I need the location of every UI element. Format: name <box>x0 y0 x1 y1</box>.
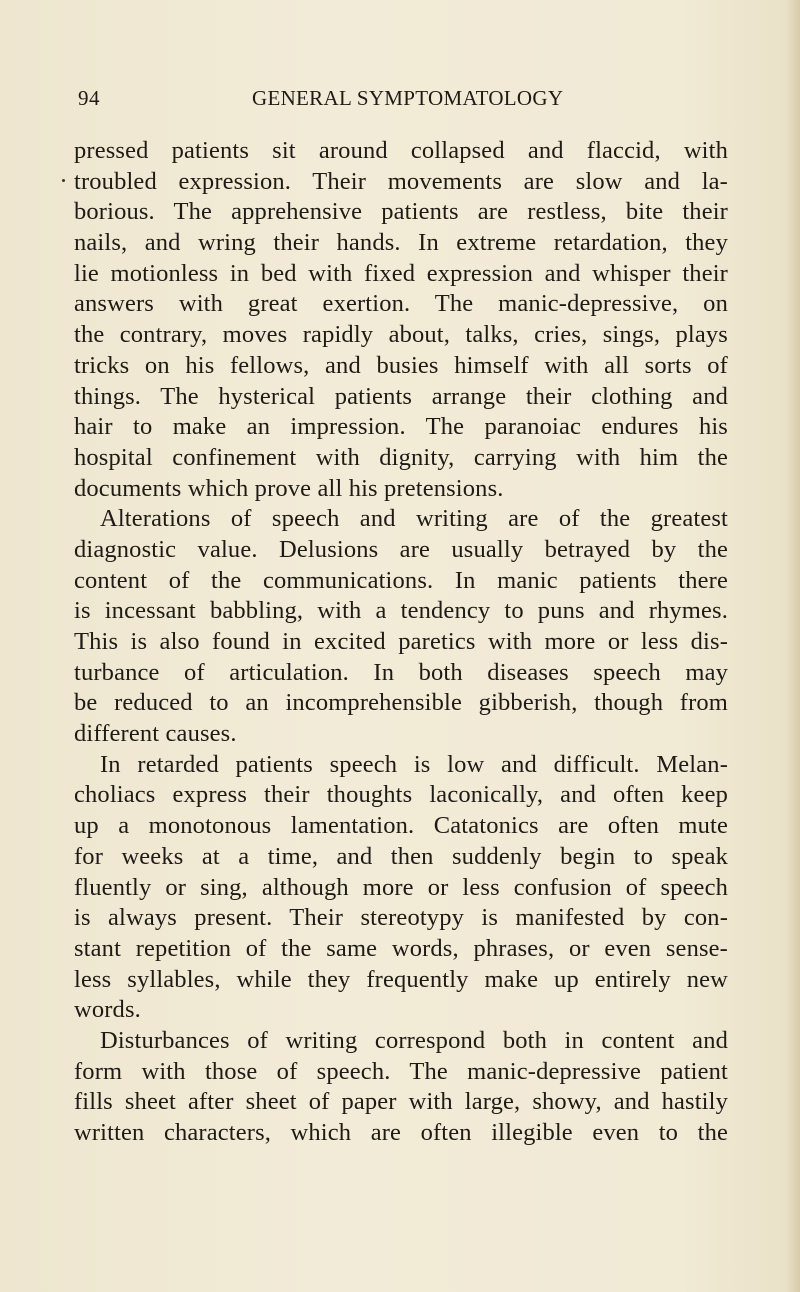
text-line: stant repetition of the same words, phrases, or even sense- <box>74 934 728 962</box>
text-line: be reduced to an incomprehensible gibberish, though from <box>74 689 728 717</box>
running-head: GENERAL SYMPTOMATOLOGY <box>252 86 564 110</box>
text-line: things. The hysterical patients arrange their clothing and <box>74 382 728 410</box>
text-line: less syllables, while they frequently make up entirely new <box>74 965 728 993</box>
page-number: 94 <box>78 86 100 110</box>
text-line: Disturbances of writing correspond both in content and <box>100 1026 728 1054</box>
text-line: the contrary, moves rapidly about, talks, cries, sings, plays <box>74 321 728 349</box>
text-line: hair to make an impression. The paranoiac endures his <box>74 413 728 441</box>
text-line: Alterations of speech and writing are of the greatest <box>100 505 728 533</box>
text-line: This is also found in excited paretics with more or less dis- <box>74 628 728 655</box>
margin-dot <box>62 179 65 182</box>
page-edge-shadow <box>786 0 800 1292</box>
text-line: hospital confinement with dignity, carrying with him the <box>74 443 728 471</box>
body-text <box>74 136 728 1149</box>
text-line: for weeks at a time, and then suddenly begin to speak <box>74 842 728 870</box>
text-line: content of the communications. In manic patients there <box>74 566 728 594</box>
text-line: is incessant babbling, with a tendency to puns and rhymes. <box>74 597 728 625</box>
text-line: documents which prove all his pretensions. <box>74 474 504 502</box>
text-line: turbance of articulation. In both diseases speech may <box>74 658 728 686</box>
text-line: diagnostic value. Delusions are usually betrayed by the <box>74 535 728 563</box>
text-line: form with those of speech. The manic-depressive patient <box>74 1057 728 1085</box>
text-line: troubled expression. Their movements are slow and la- <box>74 167 728 195</box>
text-line: nails, and wring their hands. In extreme retardation, they <box>74 229 728 257</box>
text-line: lie motionless in bed with fixed expression and whisper their <box>74 259 728 287</box>
text-line: fills sheet after sheet of paper with large, showy, and hastily <box>74 1088 728 1116</box>
page-header <box>78 86 728 116</box>
text-line: pressed patients sit around collapsed and flaccid, with <box>74 137 728 164</box>
text-line: borious. The apprehensive patients are restless, bite their <box>74 198 728 226</box>
text-line: answers with great exertion. The manic-depressive, on <box>74 290 728 318</box>
text-line: words. <box>74 996 141 1024</box>
text-line: different causes. <box>74 720 237 748</box>
text-line: choliacs express their thoughts laconically, and often keep <box>74 781 728 809</box>
text-line: up a monotonous lamentation. Catatonics are often mute <box>74 812 728 840</box>
text-line: fluently or sing, although more or less confusion of speech <box>74 873 728 901</box>
text-line: tricks on his fellows, and busies himself with all sorts of <box>74 351 728 379</box>
text-line: In retarded patients speech is low and difficult. Melan- <box>100 750 728 778</box>
text-line: written characters, which are often illegible even to the <box>74 1119 728 1146</box>
text-line: is always present. Their stereotypy is manifested by con- <box>74 904 728 932</box>
